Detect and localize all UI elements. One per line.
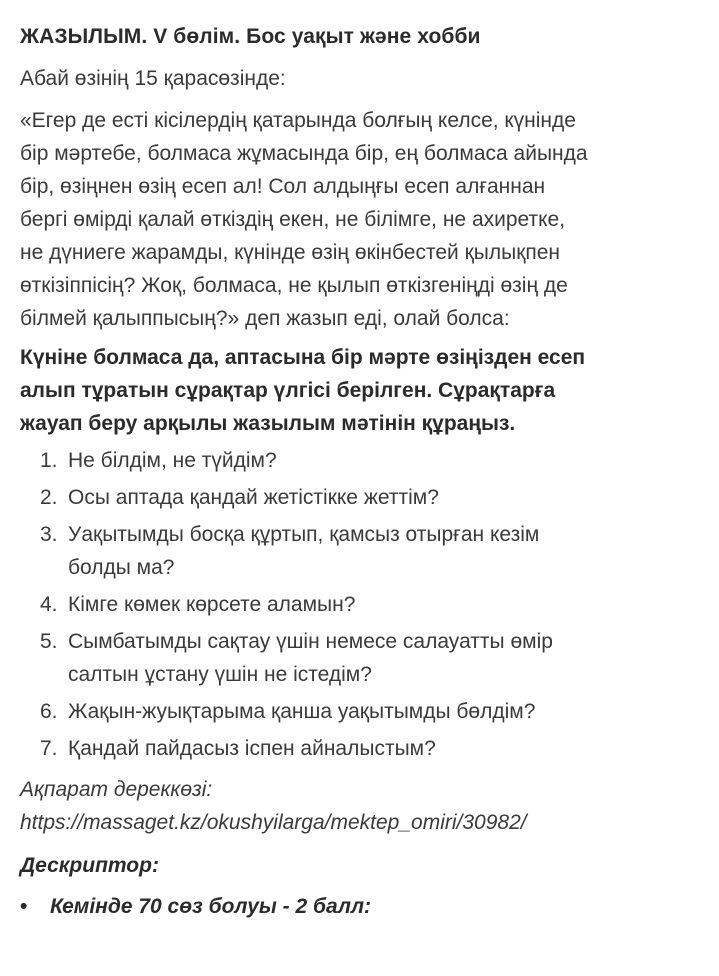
section-title: ЖАЗЫЛЫМ. V бөлім. Бос уақыт және хобби	[20, 25, 481, 48]
list-item	[20, 518, 710, 584]
question-list	[20, 444, 710, 765]
item-text: Не білдім, не түйдім?	[68, 449, 277, 472]
abai-quote: «Егер де есті кісілердің қатарында болғың келсе, күнінде бір мәртебе, болмаса жұмасында бір, ең болмаса айында бір, өзіңнен өзің есеп ал! Сол алдыңғы есеп алғаннан бергі өмірді қалай өткіздің екен, не білімге, не ахиретке, не дүниеге жарамды, күнінде өзің өкінбестей қылықпен өткізіппісің? Жоқ, болмаса, не қылып өткізгеніңді өзің де білмей қалыппысың?» деп жазып еді, олай болса:	[20, 109, 588, 330]
item-number: 2.	[40, 486, 58, 509]
descriptor-list	[20, 890, 710, 923]
item-number: 4.	[40, 593, 58, 616]
list-item	[20, 588, 710, 621]
list-item	[20, 890, 710, 923]
list-item	[20, 732, 710, 765]
descriptor-heading: Дескриптор:	[20, 854, 159, 877]
list-item	[20, 625, 710, 691]
document-page	[20, 22, 710, 927]
intro-text: Абай өзінің 15 қарасөзінде:	[20, 67, 286, 90]
source-block	[20, 773, 710, 839]
criterion-text: Кемінде 70 сөз болуы - 2 балл:	[50, 895, 372, 918]
list-item	[20, 481, 710, 514]
item-number: 6.	[40, 700, 58, 723]
item-text: Жақын-жуықтарыма қанша уақытымды бөлдім?	[68, 700, 536, 723]
item-number: 7.	[40, 737, 58, 760]
list-item	[20, 695, 710, 728]
bullet-icon: •	[20, 895, 28, 918]
item-number: 5.	[40, 630, 58, 653]
item-text: Қандай пайдасыз іспен айналыстым?	[68, 737, 436, 760]
source-label: Ақпарат дереккөзі:	[20, 778, 213, 801]
source-url: https://massaget.kz/okushyilarga/mektep_omiri/30982/	[20, 811, 527, 834]
list-item	[20, 444, 710, 477]
item-text: Осы аптада қандай жетістікке жеттім?	[68, 486, 439, 509]
item-number: 1.	[40, 449, 58, 472]
item-text: Уақытымды босқа құртып, қамсыз отырған кезім болды ма?	[68, 523, 540, 579]
item-text: Сымбатымды сақтау үшін немесе салауатты өмір салтын ұстану үшін не істедім?	[68, 630, 553, 686]
item-text: Кімге көмек көрсете аламын?	[68, 593, 356, 616]
task-instruction: Күніне болмаса да, аптасына бір мәрте өзіңізден есеп алып тұратын сұрақтар үлгісі берілген. Сұрақтарға жауап беру арқылы жазылым мәтінін құраңыз.	[20, 346, 586, 435]
item-number: 3.	[40, 523, 58, 546]
